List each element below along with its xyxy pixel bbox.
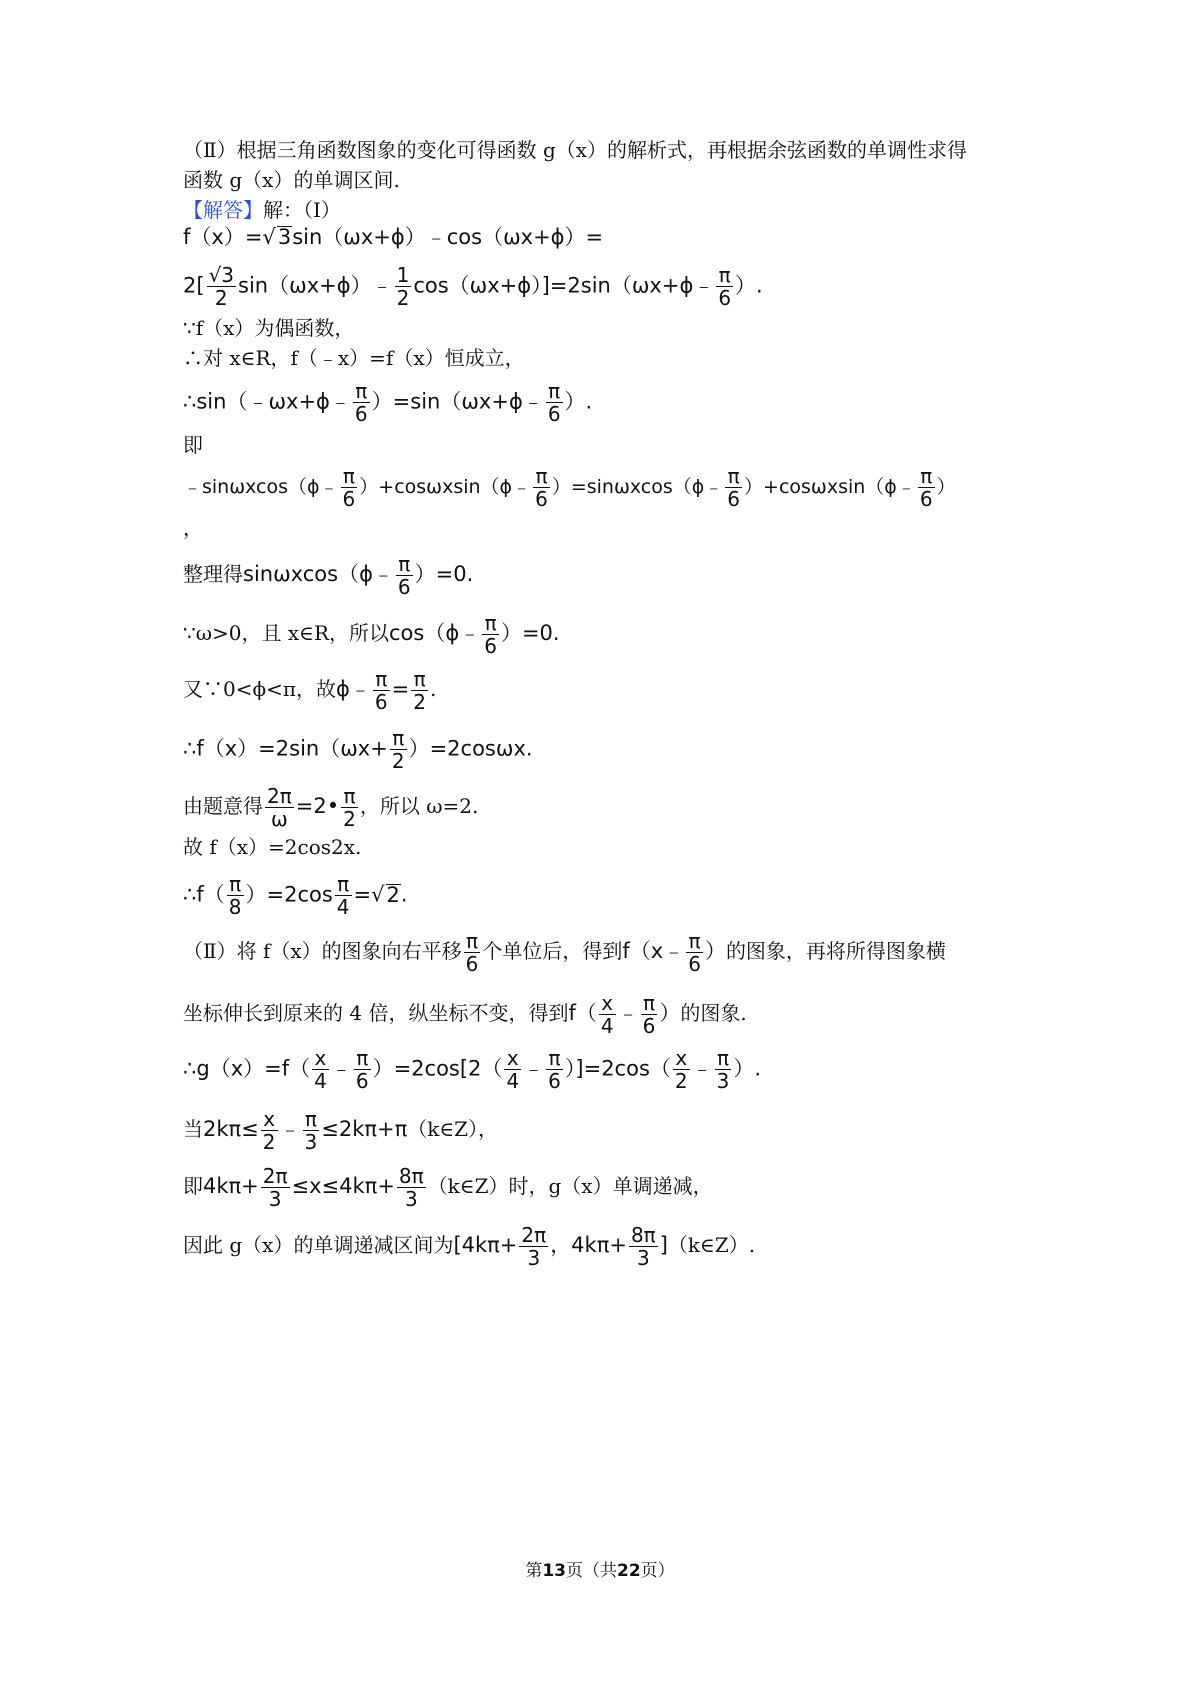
text-line-part2-stretch <box>183 992 747 1037</box>
frac-den: 6 <box>548 1069 561 1093</box>
eq-text: ϕ﹣ <box>336 677 371 701</box>
eq-text: ﹣ <box>523 1056 545 1081</box>
frac-den: 8 <box>228 895 242 919</box>
frac-den: 6 <box>342 487 356 511</box>
inequality-x <box>183 1165 713 1210</box>
frac-num: π <box>482 612 499 635</box>
sqrt-radicand: 3 <box>277 225 292 249</box>
fraction <box>341 465 358 510</box>
fraction <box>354 1047 371 1092</box>
frac-num: 2π <box>267 784 292 808</box>
equation-cos-zero <box>183 612 560 657</box>
frac-den: ω <box>271 807 288 831</box>
frac-num: π <box>335 873 352 896</box>
frac-num: π <box>725 465 742 488</box>
frac-num: 8π <box>398 1164 424 1188</box>
fraction <box>504 1047 521 1092</box>
frac-den: 3 <box>404 1187 418 1211</box>
frac-num: π <box>641 992 658 1015</box>
fraction <box>395 264 412 309</box>
eq-text: 2[ <box>183 273 205 298</box>
eq-text: ﹣ <box>330 1056 352 1081</box>
eq-text: 又∵0<ϕ<π，故 <box>183 677 337 701</box>
equation-f-expand <box>183 264 763 309</box>
frac-den: 6 <box>727 487 741 511</box>
eq-text: ﹣ <box>279 1117 301 1141</box>
eq-text: ≤x≤4kπ+ <box>291 1174 395 1198</box>
fraction <box>335 873 352 918</box>
eq-text: ，4kπ+ <box>550 1233 627 1257</box>
frac-num: x <box>673 1047 690 1070</box>
fraction <box>482 612 499 657</box>
frac-den: 6 <box>355 1069 369 1093</box>
eq-text: 因此 g（x）的单调递减区间为 <box>183 1233 454 1257</box>
eq-text: （k∈Z）. <box>667 1233 756 1257</box>
fraction <box>686 930 703 975</box>
eq-text: 2kπ≤ <box>203 1117 259 1141</box>
eq-text: ） <box>704 939 726 963</box>
frac-num: π <box>546 380 563 403</box>
frac-num: x <box>504 1047 521 1070</box>
frac-den: 2 <box>343 807 356 831</box>
fraction <box>411 668 428 713</box>
frac-num: π <box>353 380 370 403</box>
text-line-1: （Ⅱ）根据三角函数图象的变化可得函数 g（x）的解析式，再根据余弦函数的单调性求得 <box>183 138 968 162</box>
fraction <box>390 727 407 772</box>
conclusion-interval <box>183 1224 755 1269</box>
eq-text: f（x﹣ <box>622 939 685 963</box>
equation-f-def: f（x）=√3sin（ωx+ϕ）﹣cos（ωx+ϕ）= <box>183 225 604 249</box>
fraction <box>396 553 413 598</box>
sqrt-radicand: 2 <box>386 882 400 907</box>
frac-num: x <box>312 1047 329 1070</box>
eq-text: . <box>400 882 408 907</box>
fraction <box>464 930 481 975</box>
text-line-2: 函数 g（x）的单调区间. <box>183 168 400 192</box>
frac-num: 2π <box>521 1223 547 1247</box>
eq-text: ）=sinωxcos（ϕ﹣ <box>551 476 724 498</box>
frac-num: π <box>686 930 703 953</box>
frac-den: 2 <box>262 1130 276 1154</box>
answer-part-label: 解：（Ⅰ） <box>263 198 341 222</box>
eq-text: 个单位后，得到 <box>482 939 623 963</box>
fraction <box>725 465 742 510</box>
page-total: 22 <box>617 1561 641 1581</box>
eq-text: 整理得 <box>183 562 243 586</box>
equation-g-def <box>183 1047 761 1092</box>
eq-text: cos（ϕ﹣ <box>389 621 481 645</box>
eq-text: ）=sin（ωx+ϕ﹣ <box>371 389 544 414</box>
frac-num: π <box>227 873 244 896</box>
text-line-comma: ， <box>183 516 203 540</box>
frac-den: 4 <box>506 1069 520 1093</box>
fraction <box>546 380 563 425</box>
eq-text: f（ <box>568 1001 597 1025</box>
answer-heading <box>183 197 341 223</box>
page-number: 13 <box>542 1561 566 1581</box>
inequality-range <box>183 1108 498 1153</box>
eq-text: ）. <box>733 1056 762 1081</box>
eq-text: ）=0. <box>414 562 474 586</box>
eq-text: （k∈Z）时，g（x）单调递减， <box>427 1174 713 1198</box>
fraction <box>716 264 733 309</box>
frac-num: √3 <box>208 263 235 287</box>
frac-den: 6 <box>374 690 388 714</box>
frac-den: 4 <box>314 1069 327 1093</box>
frac-den: 6 <box>547 402 561 426</box>
footer-text: 页） <box>640 1561 675 1581</box>
frac-den: 6 <box>688 952 701 976</box>
equation-simplified <box>183 553 473 598</box>
frac-num: 8π <box>630 1223 656 1247</box>
text-line-ji: 即 <box>183 433 203 457</box>
eq-text: = <box>353 882 372 907</box>
frac-den: 4 <box>600 1014 614 1038</box>
fraction <box>918 465 935 510</box>
eq-text: ∵ω>0，且 x∈R，所以 <box>183 621 390 645</box>
frac-num: π <box>715 1047 732 1070</box>
eq-text: ）. <box>735 273 763 298</box>
text-line-part2-shift <box>183 930 946 975</box>
frac-den: 3 <box>527 1246 541 1270</box>
eq-text: ） <box>659 1001 681 1025</box>
text-line-forall: ∴对 x∈R，f（﹣x）=f（x）恒成立， <box>183 346 525 370</box>
eq-text: 当 <box>183 1117 203 1141</box>
eq-text: sin（ωx+ϕ）﹣ <box>238 273 393 298</box>
eq-text: . <box>429 677 437 701</box>
frac-den: 6 <box>397 575 411 599</box>
eq-text: f（x）= <box>183 225 263 249</box>
eq-text: = <box>391 677 410 701</box>
frac-num: π <box>464 930 481 953</box>
fraction <box>207 264 236 309</box>
fraction <box>599 992 616 1037</box>
equation-f-pi8: ∴f（ $\frac{\pi}{8}$ ）=2cos $\frac{\pi}{4}$ =√2. <box>183 872 408 919</box>
frac-num: π <box>341 785 358 808</box>
eq-text: ）. <box>564 389 593 414</box>
equation-expanded <box>183 465 956 510</box>
eq-text: ∴f（ <box>183 882 225 907</box>
frac-den: 6 <box>642 1014 656 1038</box>
eq-text: ）+cosωxsin（ϕ﹣ <box>744 476 916 498</box>
eq-text: ﹣ <box>617 1001 639 1025</box>
eq-text: ∴f（x）=2sin（ωx+ <box>183 736 388 761</box>
frac-num: π <box>396 553 413 576</box>
frac-den: 2 <box>413 690 426 714</box>
fraction <box>341 785 358 830</box>
eq-text: 4kπ+ <box>203 1174 259 1198</box>
frac-num: x <box>261 1108 278 1131</box>
footer-text: 页（共 <box>566 1561 617 1581</box>
answer-tag: 【解答】 <box>183 198 263 222</box>
fraction <box>641 992 658 1037</box>
fraction <box>397 1165 426 1210</box>
frac-num: 2π <box>262 1164 288 1188</box>
eq-text: ）=2cos[2（ <box>372 1056 503 1081</box>
equation-phi <box>183 668 436 713</box>
frac-den: 3 <box>716 1069 730 1093</box>
eq-text: ，所以 ω=2. <box>359 794 479 818</box>
eq-text: ）=2cosωx. <box>408 736 533 761</box>
frac-den: 2 <box>391 749 405 773</box>
frac-den: 3 <box>268 1187 282 1211</box>
eq-text: 坐标伸长到原来的 4 倍，纵坐标不变，得到 <box>183 1001 569 1025</box>
eq-text: 的图象，再将所得图象横 <box>725 939 946 963</box>
eq-text: 由题意得 <box>183 794 263 818</box>
frac-num: π <box>533 465 550 488</box>
text-line-even: ∵f（x）为偶函数， <box>183 316 355 340</box>
fraction <box>519 1224 548 1269</box>
frac-num: π <box>918 465 935 488</box>
eq-text: cos（ωx+ϕ）]=2sin（ωx+ϕ﹣ <box>413 273 715 298</box>
eq-text: ﹣ <box>691 1056 713 1081</box>
frac-num: π <box>341 465 358 488</box>
eq-text: sin（ωx+ϕ）﹣cos（ωx+ϕ）= <box>292 225 604 249</box>
frac-num: π <box>411 668 428 691</box>
fraction <box>227 873 244 918</box>
frac-num: π <box>354 1047 371 1070</box>
fraction <box>353 380 370 425</box>
page-footer <box>0 1556 1200 1581</box>
eq-text: ≤2kπ+π <box>321 1117 408 1141</box>
eq-text: ∴g（x）=f（ <box>183 1056 311 1081</box>
fraction <box>673 1047 690 1092</box>
frac-den: 6 <box>484 634 497 658</box>
eq-text: ）]=2cos（ <box>564 1056 671 1081</box>
fraction <box>312 1047 329 1092</box>
frac-num: π <box>716 264 733 287</box>
eq-text: ） <box>936 476 956 498</box>
equation-omega <box>183 785 478 830</box>
eq-text: ∴sin（﹣ωx+ϕ﹣ <box>183 389 351 414</box>
eq-text: sinωxcos（ϕ﹣ <box>243 562 394 586</box>
frac-den: 3 <box>304 1130 318 1154</box>
frac-den: 2 <box>214 286 228 310</box>
fraction <box>261 1108 278 1153</box>
fraction <box>546 1047 563 1092</box>
frac-den: 2 <box>674 1069 688 1093</box>
text-line-f-result: 故 f（x）=2cos2x. <box>183 835 362 859</box>
footer-text: 第 <box>525 1561 543 1581</box>
eq-text: （k∈Z）， <box>407 1117 499 1141</box>
fraction <box>265 785 294 830</box>
eq-text: ）+cosωxsin（ϕ﹣ <box>359 476 532 498</box>
frac-num: x <box>599 992 616 1015</box>
eq-text: （Ⅱ）将 f（x）的图象向右平移 <box>183 939 462 963</box>
frac-den: 2 <box>396 286 410 310</box>
frac-num: 1 <box>396 263 410 287</box>
eq-text: ﹣sinωxcos（ϕ﹣ <box>183 476 339 498</box>
eq-text: ）=2cos <box>245 882 333 907</box>
frac-den: 6 <box>919 487 933 511</box>
frac-den: 6 <box>465 952 479 976</box>
frac-num: π <box>303 1108 320 1131</box>
eq-text: 的图象. <box>680 1001 747 1025</box>
equation-sin-eq <box>183 380 592 425</box>
eq-text: [4kπ+ <box>453 1233 518 1257</box>
fraction <box>715 1047 732 1092</box>
eq-text: 即 <box>183 1174 203 1198</box>
frac-num: π <box>373 668 390 691</box>
frac-den: 6 <box>718 286 732 310</box>
eq-text: ] <box>659 1233 668 1257</box>
fraction <box>533 465 550 510</box>
fraction <box>373 668 390 713</box>
frac-den: 3 <box>636 1246 650 1270</box>
eq-text: ）=0. <box>500 621 560 645</box>
fraction <box>303 1108 320 1153</box>
frac-num: π <box>390 727 407 750</box>
fraction <box>261 1165 290 1210</box>
frac-den: 4 <box>336 895 350 919</box>
equation-f-cos <box>183 727 533 772</box>
frac-den: 6 <box>535 487 548 511</box>
frac-den: 6 <box>354 402 368 426</box>
eq-text: =2• <box>295 794 340 818</box>
fraction <box>629 1224 658 1269</box>
frac-num: π <box>546 1047 563 1070</box>
